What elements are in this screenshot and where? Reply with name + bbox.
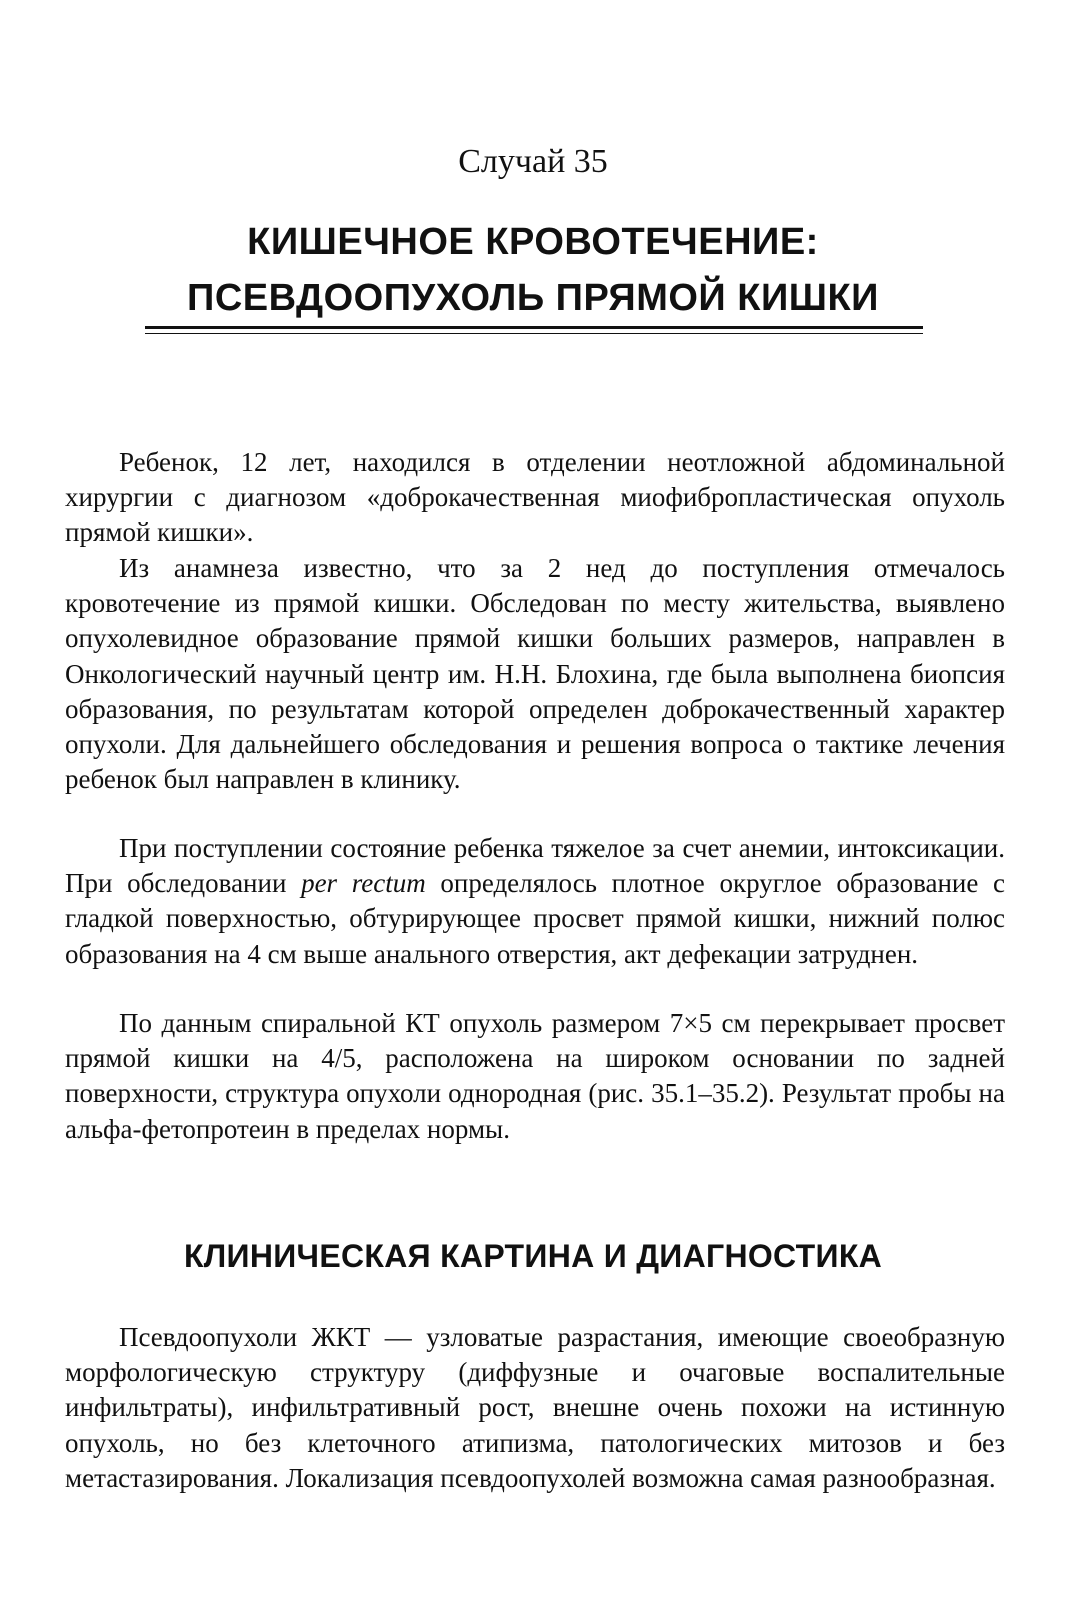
section-paragraph-1: Псевдоопухоли ЖКТ — узловатые разрастания, имеющие своеобразную морфологическую структуру (диффузные и очаговые воспалительные инфильтраты), инфильтративный рост, внешне очень похожи на истинную опухоль, но без клеточного атипизма, патологических митозов и без метастазирования. Локализация псевдоопухолей возможна самая разнообразная. bbox=[65, 1322, 1005, 1493]
case-paragraph-3 bbox=[65, 831, 1005, 972]
case-paragraph-1: Ребенок, 12 лет, находился в отделении неотложной абдоминальной хирургии с диагнозом «доброкачественная миофибропластическая опухоль прямой кишки». bbox=[65, 447, 1005, 548]
chapter-title bbox=[0, 214, 1066, 326]
chapter-title-line-1: КИШЕЧНОЕ КРОВОТЕЧЕНИЕ: bbox=[247, 221, 819, 263]
case-paragraph-4: По данным спиральной КТ опухоль размером 7×5 см перекрывает просвет прямой кишки на 4/5, расположена на широком основании по задней поверхности, структура опухоли однородная (рис. 35.1–35.2). Результат пробы на альфа-фетопротеин в пределах нормы. bbox=[65, 1008, 1005, 1144]
case-paragraph-3-before: При поступлении состояние ребенка тяжелое за счет анемии, интоксикации. При обследовании bbox=[65, 833, 1005, 899]
chapter-title-line-2: ПСЕВДООПУХОЛЬ ПРЯМОЙ КИШКИ bbox=[187, 277, 879, 319]
section-heading: КЛИНИЧЕСКАЯ КАРТИНА И ДИАГНОСТИКА bbox=[183, 1238, 883, 1274]
case-paragraph-3-latin-term: per rectum bbox=[301, 868, 426, 899]
case-paragraph-2: Из анамнеза известно, что за 2 нед до поступления отмечалось кровотечение из прямой кишки. Обследован по месту жительства, выявлено опухолевидное образование прямой кишки больших размеров, направлен в Онкологический научный центр им. Н.Н. Блохина, где была выполнена биопсия образования, по результатам которой определен доброкачественный характер опухоли. Для дальнейшего обследования и решения вопроса о тактике лечения ребенок был направлен в клинику. bbox=[65, 553, 1005, 795]
title-divider-thin bbox=[145, 333, 923, 334]
case-paragraph-3-after: определялось плотное округлое образование с гладкой поверхностью, обтурирующее просвет прямой кишки, нижний полюс образования на 4 см выше анального отверстия, акт дефекации затруднен. bbox=[65, 868, 1005, 969]
case-number: Случай 35 bbox=[458, 143, 608, 180]
title-divider-thick bbox=[145, 326, 923, 329]
